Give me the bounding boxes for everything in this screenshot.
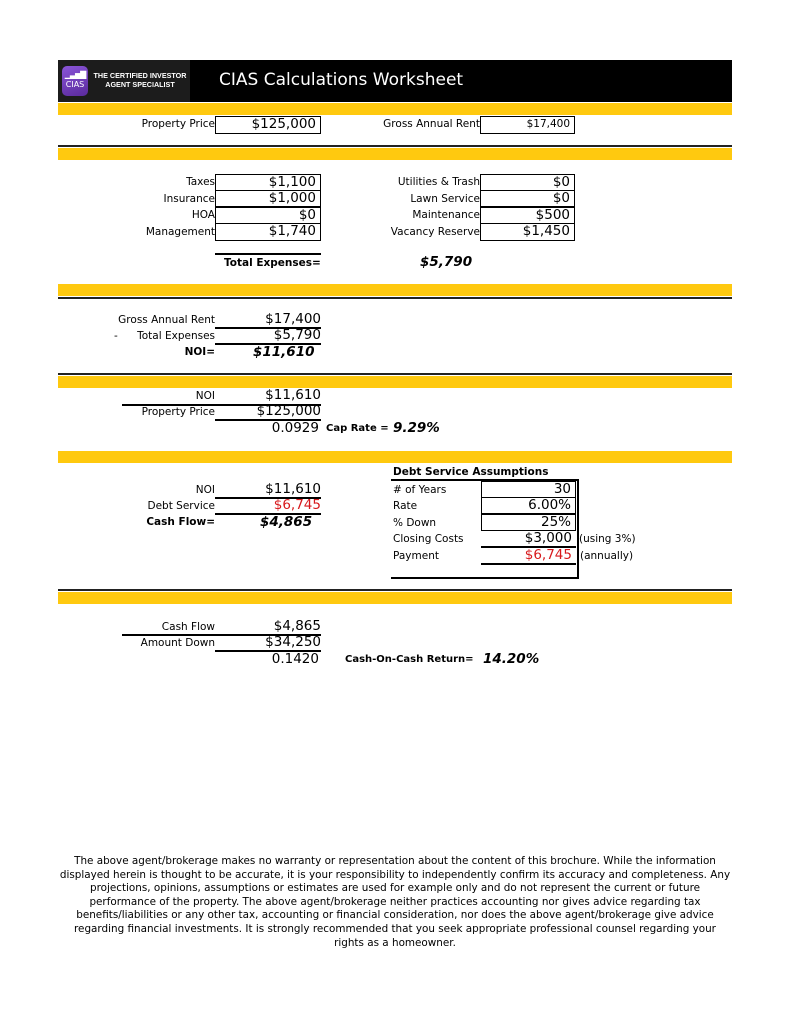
logo-text-line1: THE CERTIFIED INVESTOR	[93, 71, 187, 80]
years-field[interactable]: 30	[481, 481, 576, 498]
debt-assumptions-heading: Debt Service Assumptions	[393, 466, 549, 478]
total-expenses-label: Total Expenses=	[224, 257, 321, 269]
section-band	[58, 451, 732, 463]
cap-price-label: Property Price	[141, 406, 215, 418]
utilities-label: Utilities & Trash	[397, 176, 480, 188]
payment-label: Payment	[393, 550, 439, 562]
cias-logo-badge	[62, 66, 88, 96]
coc-down-label: Amount Down	[140, 637, 215, 649]
section-band	[58, 148, 732, 160]
worksheet-header	[58, 60, 732, 102]
utilities-field[interactable]: $0	[480, 174, 575, 191]
section-band	[58, 103, 732, 115]
coc-flow-label: Cash Flow	[161, 621, 215, 633]
section-rule	[58, 373, 732, 375]
property-price-label: Property Price	[141, 118, 215, 130]
gross-rent-field[interactable]: $17,400	[480, 116, 575, 134]
noi-rent-label: Gross Annual Rent	[118, 314, 215, 326]
logo-text-line2: AGENT SPECIALIST	[105, 80, 175, 89]
years-label: # of Years	[393, 484, 447, 496]
cias-logo	[58, 60, 190, 102]
hoa-field[interactable]: $0	[215, 207, 321, 224]
section-rule	[58, 297, 732, 299]
noi-expenses-value: $5,790	[273, 327, 321, 343]
coc-down-value: $34,250	[265, 634, 321, 650]
section-band	[58, 592, 732, 604]
debt-box-right	[577, 479, 579, 578]
payment-rule	[481, 563, 576, 565]
noi-expenses-label: Total Expenses	[137, 330, 215, 342]
cap-rate-value: 9.29%	[393, 420, 440, 436]
cf-flow-label: Cash Flow=	[146, 516, 215, 528]
lawn-service-label: Lawn Service	[410, 193, 480, 205]
payment-note: (annually)	[580, 550, 634, 562]
management-field[interactable]: $1,740	[215, 223, 321, 241]
minus-sign: -	[114, 330, 118, 342]
bar-chart-icon: ▁▃▅▇	[64, 70, 86, 79]
closing-value: $3,000	[524, 530, 572, 546]
hoa-label: HOA	[191, 209, 215, 221]
total-expenses-value: $5,790	[420, 254, 473, 270]
insurance-label: Insurance	[163, 193, 215, 205]
management-label: Management	[145, 226, 215, 238]
logo-badge-text: CIAS	[65, 80, 85, 89]
vacancy-reserve-field[interactable]: $1,450	[480, 223, 575, 241]
cf-flow-value: $4,865	[260, 514, 313, 530]
cf-debt-value: $6,745	[273, 497, 321, 513]
cf-noi-label: NOI	[195, 484, 215, 496]
section-rule	[58, 145, 732, 147]
property-price-field[interactable]: $125,000	[215, 116, 321, 134]
cap-ratio-value: 0.0929	[271, 420, 319, 436]
noi-label: NOI=	[184, 346, 215, 358]
cf-debt-label: Debt Service	[147, 500, 215, 512]
logo-text	[92, 71, 188, 89]
rate-field[interactable]: 6.00%	[481, 497, 576, 514]
section-band	[58, 376, 732, 388]
cf-noi-value: $11,610	[265, 481, 321, 497]
disclaimer-text: The above agent/brokerage makes no warranty or representation about the content of this brochure. While the information displayed herein is thought to be accurate, it is your responsibility to independently confirm its accuracy and completeness. Any projections, opinions, assumptions or estimates are used for example only and do not represent the current or future performance of the property. The above agent/brokerage neither practices accounting nor gives advice regarding tax benefits/liabilities or any other tax, accounting or financial consideration, nor does the above agent/brokerage give advice regarding financial investments. It is strongly recommended that you seek appropriate professional counsel regarding your rights as a homeowner.	[59, 855, 731, 949]
coc-return-label: Cash-On-Cash Return=	[345, 654, 474, 665]
down-field[interactable]: 25%	[481, 514, 576, 531]
taxes-label: Taxes	[186, 176, 215, 188]
insurance-field[interactable]: $1,000	[215, 190, 321, 207]
section-rule	[58, 589, 732, 591]
lawn-service-field[interactable]: $0	[480, 190, 575, 207]
noi-rent-value: $17,400	[265, 311, 321, 327]
page-title: CIAS Calculations Worksheet	[219, 70, 464, 90]
closing-label: Closing Costs	[393, 533, 464, 545]
cap-rate-label: Cap Rate =	[326, 423, 389, 434]
taxes-field[interactable]: $1,100	[215, 174, 321, 191]
maintenance-label: Maintenance	[412, 209, 480, 221]
cap-price-value: $125,000	[256, 403, 321, 419]
payment-value: $6,745	[524, 547, 572, 563]
total-expenses-rule	[215, 253, 321, 255]
cap-noi-label: NOI	[195, 390, 215, 402]
coc-ratio-value: 0.1420	[271, 651, 319, 667]
debt-box-bottom	[391, 577, 579, 579]
section-band	[58, 284, 732, 296]
closing-note: (using 3%)	[579, 533, 636, 545]
cap-noi-value: $11,610	[265, 387, 321, 403]
gross-rent-label: Gross Annual Rent	[383, 118, 480, 130]
vacancy-reserve-label: Vacancy Reserve	[390, 226, 480, 238]
coc-flow-value: $4,865	[273, 618, 321, 634]
rate-label: Rate	[393, 500, 418, 512]
coc-return-value: 14.20%	[483, 651, 540, 667]
noi-value: $11,610	[253, 344, 315, 360]
down-label: % Down	[393, 517, 437, 529]
maintenance-field[interactable]: $500	[480, 207, 575, 224]
